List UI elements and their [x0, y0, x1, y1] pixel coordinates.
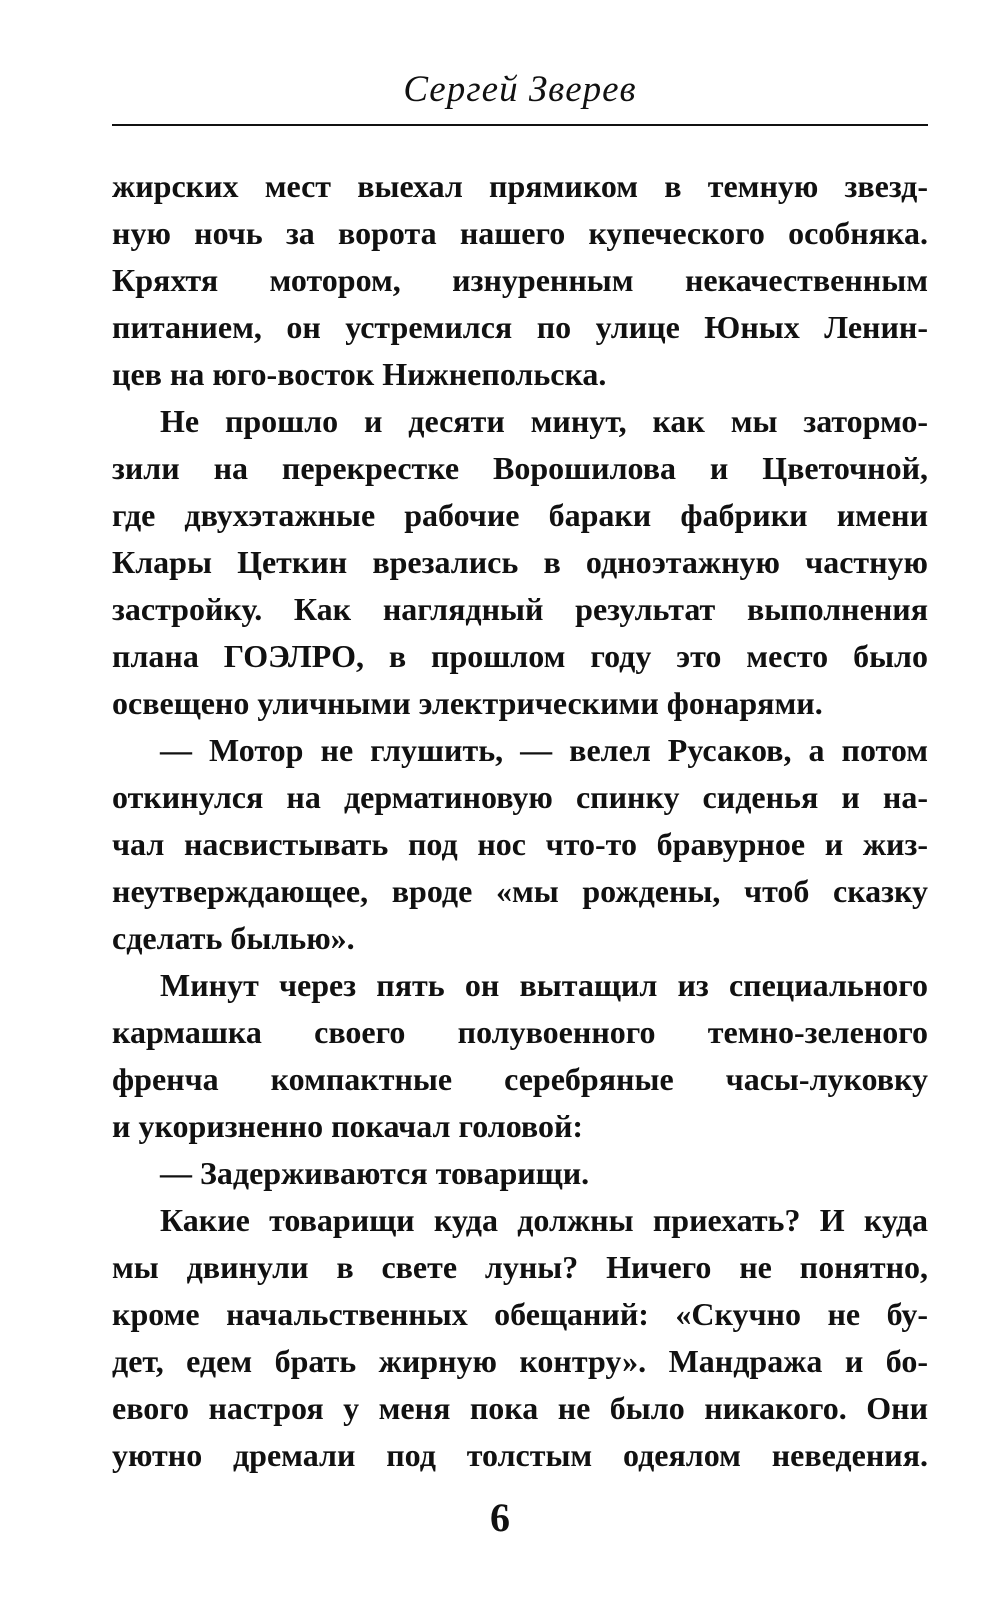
text-line: застройку. Как наглядный результат выполнения [112, 591, 928, 627]
text-line: сделать былью». [112, 920, 355, 956]
text-line: и укоризненно покачал головой: [112, 1108, 584, 1144]
text-line: Какие товарищи куда должны приехать? И куда [160, 1202, 928, 1238]
text-line: жирских мест выехал прямиком в темную звезд- [112, 168, 928, 204]
text-line: чал насвистывать под нос что-то бравурное и жиз- [112, 826, 928, 862]
text-line: евого настроя у меня пока не было никакого. Они [112, 1390, 928, 1426]
text-line: Кряхтя мотором, изнуренным некачественным [112, 262, 928, 298]
header-rule [112, 124, 928, 126]
text-line: Минут через пять он вытащил из специального [160, 967, 928, 1003]
text-line: зили на перекрестке Ворошилова и Цветочной, [112, 450, 928, 486]
text-line: дет, едем брать жирную контру». Мандража и бо- [112, 1343, 928, 1379]
text-line: кроме начальственных обещаний: «Скучно не бу- [112, 1296, 928, 1332]
text-line: плана ГОЭЛРО, в прошлом году это место было [112, 638, 928, 674]
text-line: неутверждающее, вроде «мы рождены, чтоб сказку [112, 873, 928, 909]
text-line: Клары Цеткин врезались в одноэтажную частную [112, 544, 928, 580]
text-line: цев на юго-восток Нижнепольска. [112, 356, 607, 392]
body-text [112, 163, 928, 1479]
running-head-author: Сергей Зверев [403, 69, 637, 110]
text-line: мы двинули в свете луны? Ничего не понятно, [112, 1249, 928, 1285]
page-number: 6 [490, 1495, 510, 1540]
text-line: где двухэтажные рабочие бараки фабрики имени [112, 497, 928, 533]
text-line: ную ночь за ворота нашего купеческого особняка. [112, 215, 928, 251]
text-line: питанием, он устремился по улице Юных Ленин- [112, 309, 928, 345]
text-line: Не прошло и десяти минут, как мы затормо- [160, 403, 928, 439]
text-line: кармашка своего полувоенного темно-зеленого [112, 1014, 928, 1050]
text-line: освещено уличными электрическими фонарями. [112, 685, 823, 721]
text-line: откинулся на дерматиновую спинку сиденья и на- [112, 779, 928, 815]
text-line: уютно дремали под толстым одеялом неведения. [112, 1437, 928, 1473]
text-line: френча компактные серебряные часы-луковку [112, 1061, 928, 1097]
text-line: — Задерживаются товарищи. [160, 1155, 590, 1191]
text-line: — Мотор не глушить, — велел Русаков, а потом [160, 732, 928, 768]
